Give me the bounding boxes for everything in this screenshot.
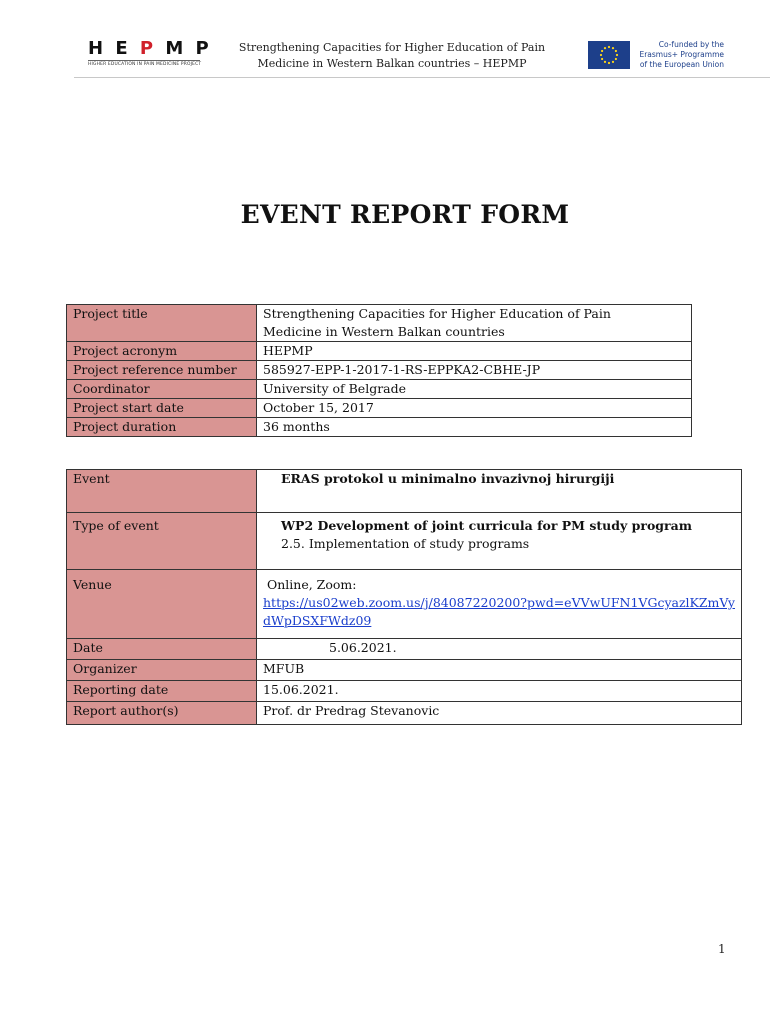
project-title-value [257,305,692,342]
project-title-line-2: Medicine in Western Balkan countries [263,324,505,339]
eu-cofunding-badge [588,40,728,68]
table-row [67,342,692,361]
venue-label: Venue [67,570,257,639]
duration-value: 36 months [257,418,692,437]
eu-line-2: Erasmus+ Programme [639,50,724,59]
table-row [67,418,692,437]
project-info-table [66,304,692,437]
event-info-table [66,469,742,725]
duration-label: Project duration [67,418,257,437]
table-row [67,639,742,660]
date-label: Date [67,639,257,660]
header-line-2: Medicine in Western Balkan countries – HEPMP [257,57,527,70]
table-row [67,660,742,681]
project-acronym-value: HEPMP [257,342,692,361]
coordinator-value: University of Belgrade [257,380,692,399]
report-author-value: Prof. dr Predrag Stevanovic [257,702,742,725]
type-of-event-line-2: 2.5. Implementation of study programs [281,536,530,551]
table-row [67,470,742,513]
eu-cofunding-text [634,40,724,70]
header-line-1: Strengthening Capacities for Higher Education of Pain [238,41,546,54]
report-author-label: Report author(s) [67,702,257,725]
venue-value [257,570,742,639]
page-header [0,0,770,80]
organizer-value: MFUB [257,660,742,681]
table-row [67,513,742,570]
project-title-label: Project title [67,305,257,342]
table-row [67,681,742,702]
event-value [257,470,742,513]
organizer-label: Organizer [67,660,257,681]
header-divider [74,77,770,78]
project-acronym-label: Project acronym [67,342,257,361]
start-date-value: October 15, 2017 [257,399,692,418]
table-row [67,702,742,725]
table-row [67,380,692,399]
logo-wordmark: H E P M P [88,38,212,59]
type-of-event-line-1: WP2 Development of joint curricula for PM study program [281,518,692,533]
event-label: Event [67,470,257,513]
project-reference-value: 585927-EPP-1-2017-1-RS-EPPKA2-CBHE-JP [257,361,692,380]
header-project-name [224,40,560,72]
table-row [67,399,692,418]
coordinator-label: Coordinator [67,380,257,399]
eu-line-3: of the European Union [639,60,724,69]
hepmp-logo [88,38,212,67]
eu-flag-icon [588,41,630,69]
page-title: EVENT REPORT FORM [240,200,570,229]
reporting-date-label: Reporting date [67,681,257,702]
page-number: 1 [718,942,726,956]
start-date-label: Project start date [67,399,257,418]
eu-line-1: Co-funded by the [658,40,724,49]
type-of-event-value [257,513,742,570]
table-row [67,570,742,639]
logo-subtitle: HIGHER EDUCATION IN PAIN MEDICINE PROJECT [88,62,202,67]
reporting-date-value: 15.06.2021. [257,681,742,702]
type-of-event-label: Type of event [67,513,257,570]
table-row [67,305,692,342]
project-title-line-1: Strengthening Capacities for Higher Education of Pain [263,306,611,321]
table-row [67,361,692,380]
project-reference-label: Project reference number [67,361,257,380]
date-value: 5.06.2021. [257,639,742,660]
event-name: ERAS protokol u minimalno invazivnoj hirurgiji [281,471,615,486]
venue-text: Online, Zoom: [263,577,357,592]
venue-zoom-link[interactable]: https://us02web.zoom.us/j/84087220200?pwd=eVVwUFN1VGcyazlKZmVydWpDSXFWdz09 [263,595,735,628]
